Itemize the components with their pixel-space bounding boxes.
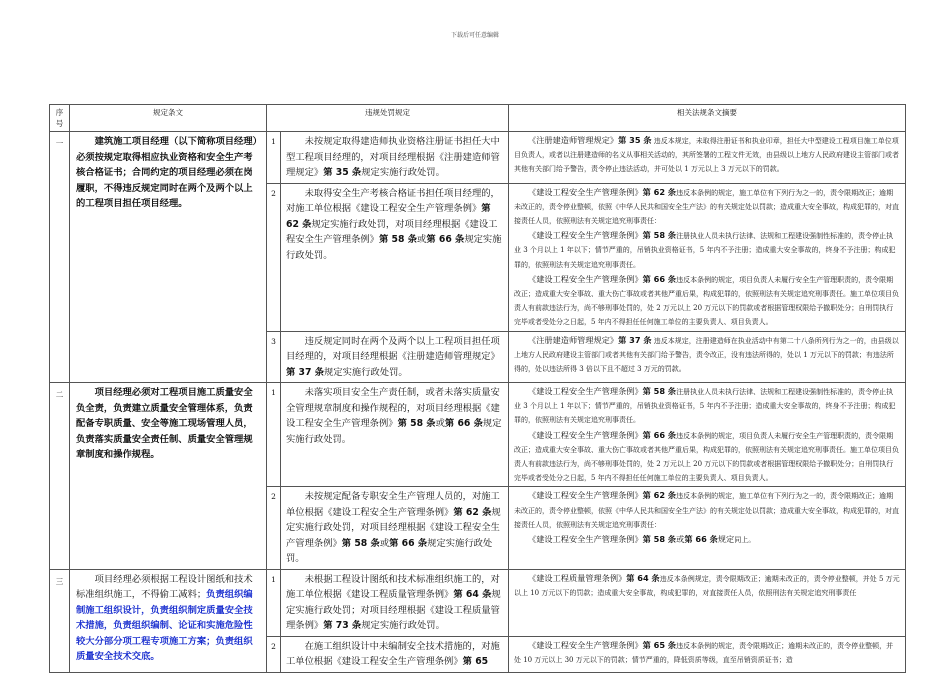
item-number: 1 <box>267 132 281 184</box>
item-number: 1 <box>267 383 281 487</box>
penalty-cell: 违反规定同时在两个及两个以上工程项目担任项目经理的，对项目经理根据《注册建造师管理规定》第 37 条规定实施行政处罚。 <box>281 331 509 383</box>
clause-cell: 建筑施工项目经理（以下简称项目经理）必须按规定取得相应执业资格和安全生产考核合格证书；合同约定的项目经理必须在岗履职，不得违反规定同时在两个及两个以上的工程项目担任项目经理。 <box>70 132 267 383</box>
penalty-cell: 未按规定取得建造师执业资格注册证书担任大中型工程项目经理的，对项目经理根据《注册建造师管理规定》第 35 条规定实施行政处罚。 <box>281 132 509 184</box>
table-row <box>50 132 906 184</box>
penalty-cell: 未取得安全生产考核合格证书担任项目经理的，对施工单位根据《建设工程安全生产管理条例》第 62 条规定实施行政处罚，对项目经理根据《建设工程安全生产管理条例》第 58 条或第 66 条规定实施行政处罚。 <box>281 183 509 331</box>
item-number: 2 <box>267 636 281 672</box>
regulation-table <box>49 104 906 673</box>
col-law-header: 相关法规条文摘要 <box>509 105 906 132</box>
seq-cell: 三 <box>50 569 70 672</box>
clause-cell: 项目经理必须根据工程设计图纸和技术标准组织施工，不得偷工减料；负责组织编制施工组织设计，负责组织制定质量安全技术措施，负责组织编制、论证和实施危险性较大分部分项工程专项施工方案；负责组织质量安全技术交底。 <box>70 569 267 672</box>
law-cell: 《建设工程质量管理条例》第 64 条违反本条例规定，责令限期改正；逾期未改正的，责令停业整顿，并处 5 万元以上 10 万元以下的罚款；造成重大安全事故，构成犯罪的，对直接责任人员，依照刑法有关规定追究刑事责任 <box>509 569 906 636</box>
law-cell: 《建设工程安全生产管理条例》第 58 条注册执业人员未执行法律、法规和工程建设强制性标准的，责令停止执业 3 个月以上 1 年以下；情节严重的，吊销执业资格证书，5 年内不予注册；造成重大安全事故的，终身不予注册；构成犯罪的，依照刑法有关规定追究刑事责任。 《建设工程安全生产管理条例》第 66 条违反本条例的规定，项目负责人未履行安全生产管理职责的，责令限期改正；造成重大安全事故、重大伤亡事故或者其他严重后果，构成犯罪的，依照刑法有关规定追究刑事责任。施工单位项目负责人有前款违法行为，尚不够刑事处罚的，处 2 万元以上 20 万元以下的罚款或者根据管理权限给予撤职处分；自刑罚执行完毕或者受处分之日起，5 年内不得担任任何施工单位的主要负责人、项目负责人。 <box>509 383 906 487</box>
law-cell: 《注册建造师管理规定》第 37 条 违反本规定，注册建造师在执业活动中有第二十八条所列行为之一的，由县级以上地方人民政府建设主管部门或者其他有关部门给予警告，责令改正，没有违法所得的，处以 1 万元以下的罚款；有违法所得的，处以违法所得 3 倍以下且不超过 3 万元的罚款。 <box>509 331 906 383</box>
penalty-cell: 在施工组织设计中未编制安全技术措施的，对施工单位根据《建设工程安全生产管理条例》第 65 <box>281 636 509 672</box>
seq-cell: 一 <box>50 132 70 383</box>
col-seq-header: 序号 <box>50 105 70 132</box>
col-penalty-header: 违规处罚规定 <box>267 105 509 132</box>
item-number: 2 <box>267 183 281 331</box>
law-cell: 《注册建造师管理规定》第 35 条 违反本规定，未取得注册证书和执业印章，担任大中型建设工程项目施工单位项目负责人，或者以注册建造师的名义从事相关活动的，其所签署的工程文件无效，由县级以上地方人民政府建设主管部门或者其他有关部门给予警告，责令停止违法活动，并可处以 1 万元以上 3 万元以下的罚款。 <box>509 132 906 184</box>
table-row <box>50 383 906 487</box>
penalty-cell: 未落实项目安全生产责任制，或者未落实质量安全管理规章制度和操作规程的，对项目经理根据《建设工程安全生产管理条例》第 58 条或第 66 条规定实施行政处罚。 <box>281 383 509 487</box>
seq-cell: 二 <box>50 383 70 570</box>
law-cell: 《建设工程安全生产管理条例》第 65 条违反本条例的规定，责令限期改正；逾期未改正的，责令停业整顿，并处 10 万元以上 30 万元以下的罚款；情节严重的，降低资质等级，直至吊销资质证书；造 <box>509 636 906 672</box>
item-number: 2 <box>267 487 281 570</box>
law-cell: 《建设工程安全生产管理条例》第 62 条违反本条例的规定，施工单位有下列行为之一的，责令限期改正；逾期未改正的，责令停业整顿，依照《中华人民共和国安全生产法》的有关规定处以罚款；造成重大安全事故，构成犯罪的，对直接责任人员，依照刑法有关规定追究刑事责任： 《建设工程安全生产管理条例》第 58 条注册执业人员未执行法律、法规和工程建设强制性标准的，责令停止执业 3 个月以上 1 年以下；情节严重的，吊销执业资格证书，5 年内不予注册；造成重大安全事故的，终身不予注册；构成犯罪的，依照刑法有关规定追究刑事责任。 《建设工程安全生产管理条例》第 66 条违反本条例的规定，项目负责人未履行安全生产管理职责的，责令限期改正；造成重大安全事故、重大伤亡事故或者其他严重后果，构成犯罪的，依照刑法有关规定追究刑事责任。施工单位项目负责人有前款违法行为，尚不够刑事处罚的，处 2 万元以上 20 万元以下的罚款或者根据管理权限给予撤职处分；自刑罚执行完毕或者受处分之日起，5 年内不得担任任何施工单位的主要负责人、项目负责人。 <box>509 183 906 331</box>
table-row <box>50 569 906 636</box>
law-cell: 《建设工程安全生产管理条例》第 62 条违反本条例的规定，施工单位有下列行为之一的，责令限期改正；逾期未改正的，责令停业整顿，依照《中华人民共和国安全生产法》的有关规定处以罚款；造成重大安全事故，构成犯罪的，对直接责任人员，依照刑法有关规定追究刑事责任： 《建设工程安全生产管理条例》第 58 条或第 66 条规定同上。 <box>509 487 906 570</box>
item-number: 3 <box>267 331 281 383</box>
table-header-row <box>50 105 906 132</box>
item-number: 1 <box>267 569 281 636</box>
clause-cell: 项目经理必须对工程项目施工质量安全负全责，负责建立质量安全管理体系，负责配备专职质量、安全等施工现场管理人员，负责落实质量安全责任制、质量安全管理规章制度和操作规程。 <box>70 383 267 570</box>
penalty-cell: 未按规定配备专职安全生产管理人员的，对施工单位根据《建设工程安全生产管理条例》第 62 条规定实施行政处罚，对项目经理根据《建设工程安全生产管理条例》第 58 条或第 66 条规定实施行政处罚。 <box>281 487 509 570</box>
penalty-cell: 未根据工程设计图纸和技术标准组织施工的，对施工单位根据《建设工程质量管理条例》第 64 条规定实施行政处罚；对项目经理根据《建设工程质量管理条例》第 73 条规定实施行政处罚。 <box>281 569 509 636</box>
header-note: 下载后可任意编辑 <box>450 32 499 39</box>
col-clause-header: 规定条文 <box>70 105 267 132</box>
